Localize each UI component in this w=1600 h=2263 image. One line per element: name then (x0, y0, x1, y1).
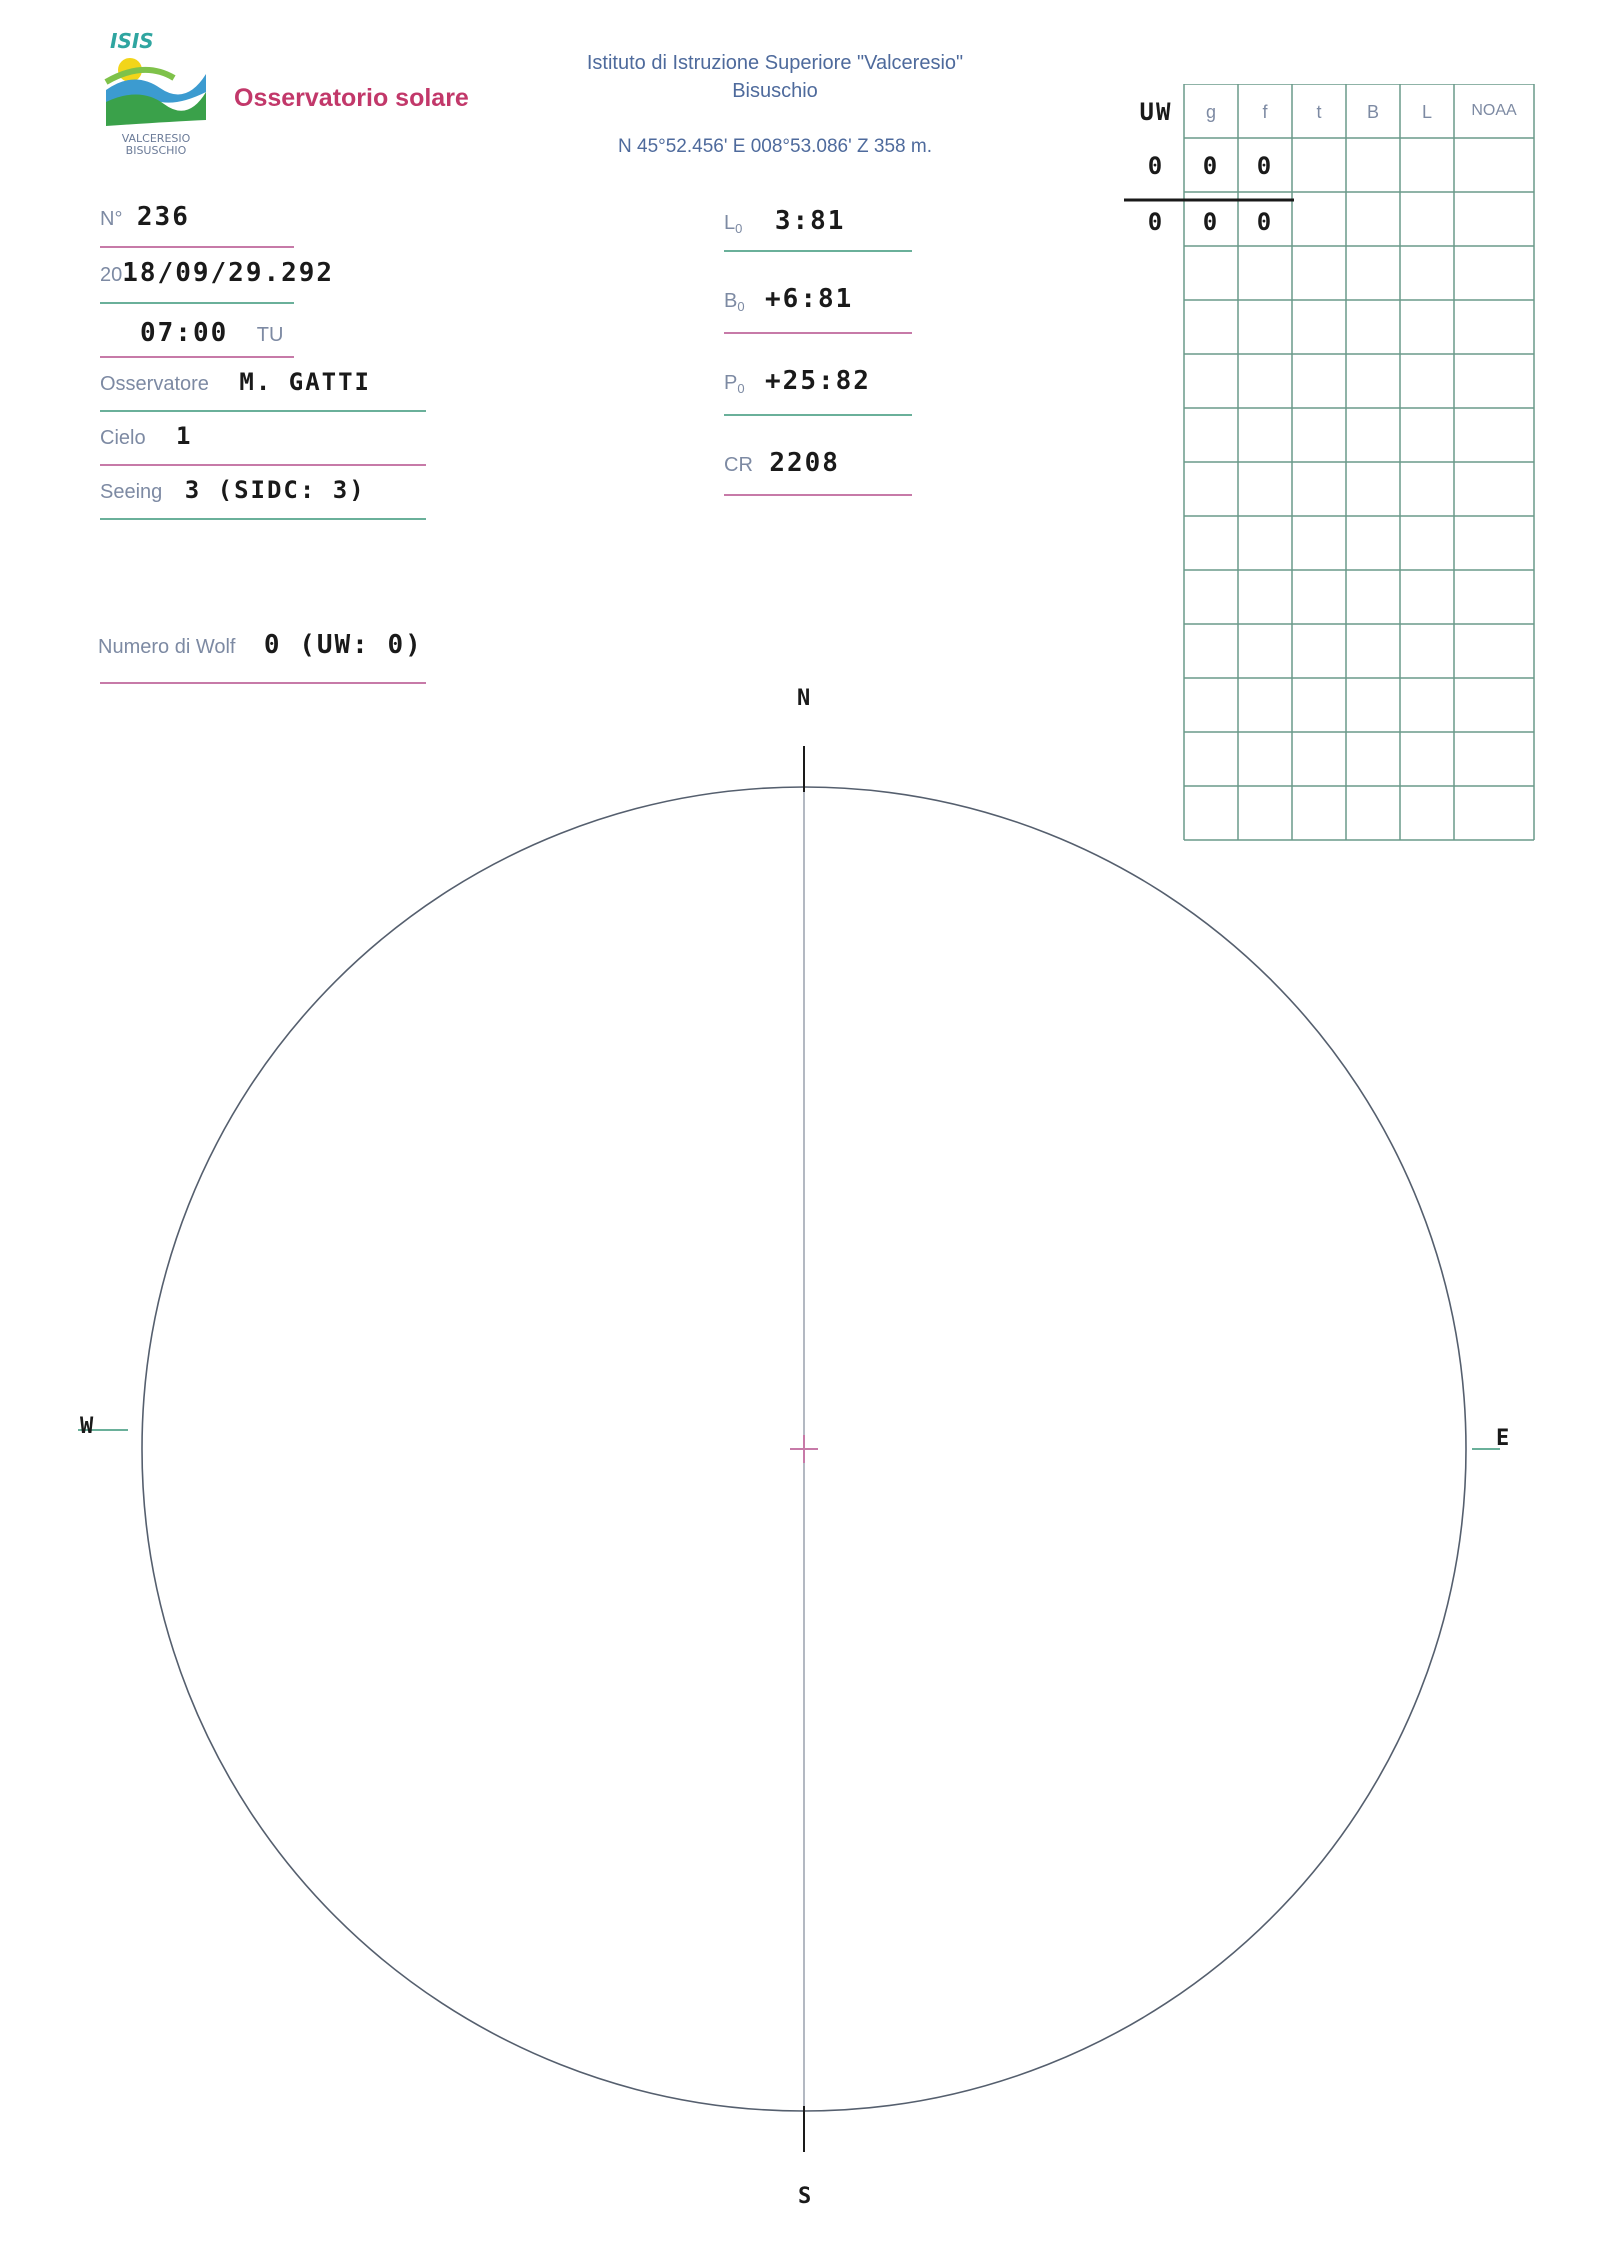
l0-field (724, 206, 845, 236)
p0-sub: 0 (737, 381, 745, 397)
date-underline (100, 302, 294, 304)
number-value: 236 (136, 202, 190, 232)
table-row-2-f: 0 (1256, 208, 1274, 236)
b0-sub: 0 (737, 299, 745, 315)
seeing-label: Seeing (100, 481, 163, 503)
sky-underline (100, 464, 426, 466)
institute-town: Bisuschio (732, 80, 818, 102)
b0-value: +6:81 (765, 284, 854, 314)
west-label: W (80, 1414, 94, 1439)
l0-sub: 0 (735, 221, 743, 237)
l0-underline (724, 250, 912, 252)
p0-label: P (724, 372, 738, 394)
time-field (140, 318, 283, 348)
logo-text: ISIS (110, 30, 154, 53)
observatory-coordinates: N 45°52.456' E 008°53.086' Z 358 m. (618, 136, 932, 157)
time-value: 07:00 (140, 318, 229, 348)
date-field (100, 258, 334, 288)
seeing-value: 3 (SIDC: 3) (184, 476, 366, 504)
institute-name: Istituto di Istruzione Superiore "Valceresio" (586, 52, 964, 74)
sky-label: Cielo (100, 427, 146, 449)
observer-field (100, 368, 371, 396)
cr-underline (724, 494, 912, 496)
school-logo (104, 30, 208, 160)
logo-caption-2: BISUSCHIO (125, 144, 187, 157)
date-prefix: 20 (100, 264, 123, 286)
north-label: N (797, 686, 811, 711)
date-value: 18/09/29.292 (122, 258, 335, 288)
number-underline (100, 246, 294, 248)
table-header-f: f (1262, 102, 1268, 122)
number-field (100, 202, 190, 232)
seeing-underline (100, 518, 426, 520)
table-header-g: g (1205, 102, 1216, 122)
table-row-2-g: 0 (1202, 208, 1220, 236)
table-header-uw: UW (1139, 98, 1173, 126)
table-row-1-f: 0 (1256, 152, 1274, 180)
seeing-field (100, 476, 366, 504)
observer-label: Osservatore (100, 373, 209, 395)
cr-field (724, 448, 840, 478)
solar-disc-drawing (60, 680, 1500, 2250)
observer-value: M. GATTI (239, 368, 371, 396)
table-header-noaa: NOAA (1471, 102, 1517, 119)
p0-value: +25:82 (765, 366, 871, 396)
observatory-title: Osservatorio solare (234, 84, 469, 112)
p0-field (724, 366, 871, 396)
b0-underline (724, 332, 912, 334)
b0-label: B (724, 290, 738, 312)
observer-underline (100, 410, 426, 412)
wolf-label: Numero di Wolf (98, 636, 236, 658)
table-header-t: t (1316, 102, 1322, 122)
time-underline (100, 356, 294, 358)
time-unit: TU (256, 324, 284, 346)
table-row-2-uw: 0 (1147, 208, 1165, 236)
east-label: E (1496, 1426, 1510, 1451)
wolf-field (98, 630, 423, 660)
l0-value: 3:81 (774, 206, 846, 236)
table-header-l: L (1421, 102, 1432, 122)
cr-label: CR (724, 454, 753, 476)
south-label: S (798, 2184, 812, 2209)
table-row-1-g: 0 (1202, 152, 1220, 180)
table-header-b: B (1366, 102, 1379, 122)
table-row-1-uw: 0 (1147, 152, 1165, 180)
number-label: N° (100, 208, 123, 230)
p0-underline (724, 414, 912, 416)
wolf-value: 0 (UW: 0) (263, 630, 423, 660)
l0-label: L (724, 212, 736, 234)
sky-field (100, 422, 192, 450)
logo-caption-1: VALCERESIO (121, 132, 191, 145)
b0-field (724, 284, 853, 314)
cr-value: 2208 (769, 448, 840, 478)
sky-value: 1 (176, 422, 193, 450)
